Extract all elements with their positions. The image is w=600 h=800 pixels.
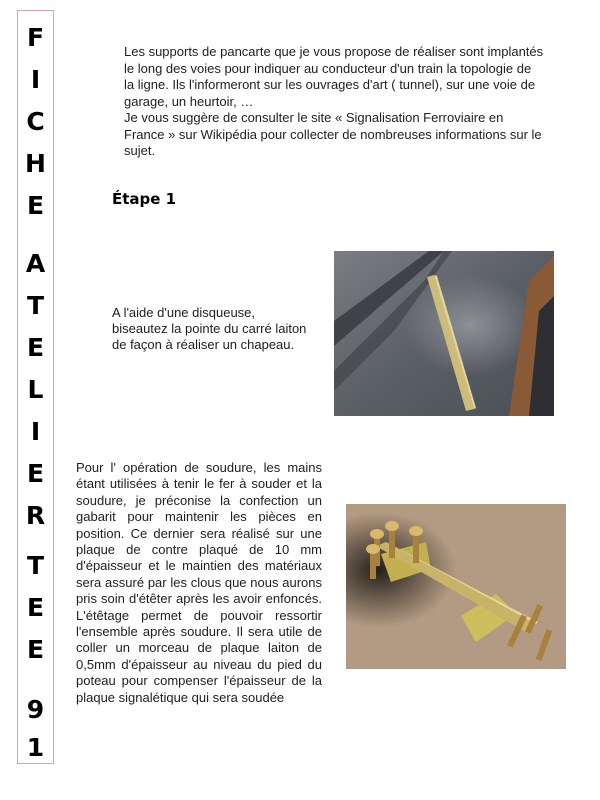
title-letter: H (25, 149, 46, 178)
title-letter: E (26, 459, 45, 488)
title-letter: F (26, 23, 45, 52)
title-letter: C (26, 107, 45, 136)
soldering-instructions: Pour l' opération de soudure, les mains étant utilisées à tenir le fer à souder et la soudure, je préconise la confection un gabarit pour maintenir les pièces en position. Ce dernier sera réalisé sur une plaque de contre plaqué de 10 mm d'épaisseur et le maintien des matériaux sera assuré par les clous que nous aurons pris soin d'étêter après les avoir enfoncés. L'étêtage permet de pouvoir ressortir l'ensemble après soudure. Il sera utile de coller un morceau de plaque laiton de 0,5mm d'épaisseur au niveau du pied du poteau pour compenser l'épaisseur de la plaque signalétique qui sera soudée (76, 460, 322, 705)
title-letter: T (26, 551, 45, 580)
title-letter: E (26, 333, 45, 362)
title-letter: A (25, 249, 46, 278)
title-letter: I (30, 65, 41, 94)
title-letter: L (27, 375, 44, 404)
step-instruction: A l'aide d'une disqueuse, biseautez la pointe du carré laiton de façon à réaliser un chapeau. (112, 305, 307, 352)
title-letter: E (26, 593, 45, 622)
step-title: Étape 1 (112, 190, 177, 208)
brass-bar-photo (334, 251, 554, 416)
soldering-jig-photo (346, 504, 566, 669)
title-letter: R (25, 501, 46, 530)
title-letter: T (26, 291, 45, 320)
intro-paragraph: Je vous suggère de consulter le site « Signalisation Ferroviaire en France » sur Wikipédia pour collecter de nombreuses informations sur le sujet. (124, 110, 542, 158)
title-letter: I (30, 417, 41, 446)
title-letter: E (26, 635, 45, 664)
title-letter: 1 (26, 733, 45, 762)
intro-paragraph: Les supports de pancarte que je vous propose de réaliser sont implantés le long des voies pour indiquer au conducteur d'un train la topologie de la ligne. Ils l'informeront sur les ouvrages d'art ( tunnel), sur une voie de garage, un heurtoir, … (124, 44, 544, 109)
title-letter: E (26, 191, 45, 220)
vertical-title-band (17, 10, 54, 764)
intro-text (124, 44, 544, 160)
title-letter: 9 (26, 695, 45, 724)
